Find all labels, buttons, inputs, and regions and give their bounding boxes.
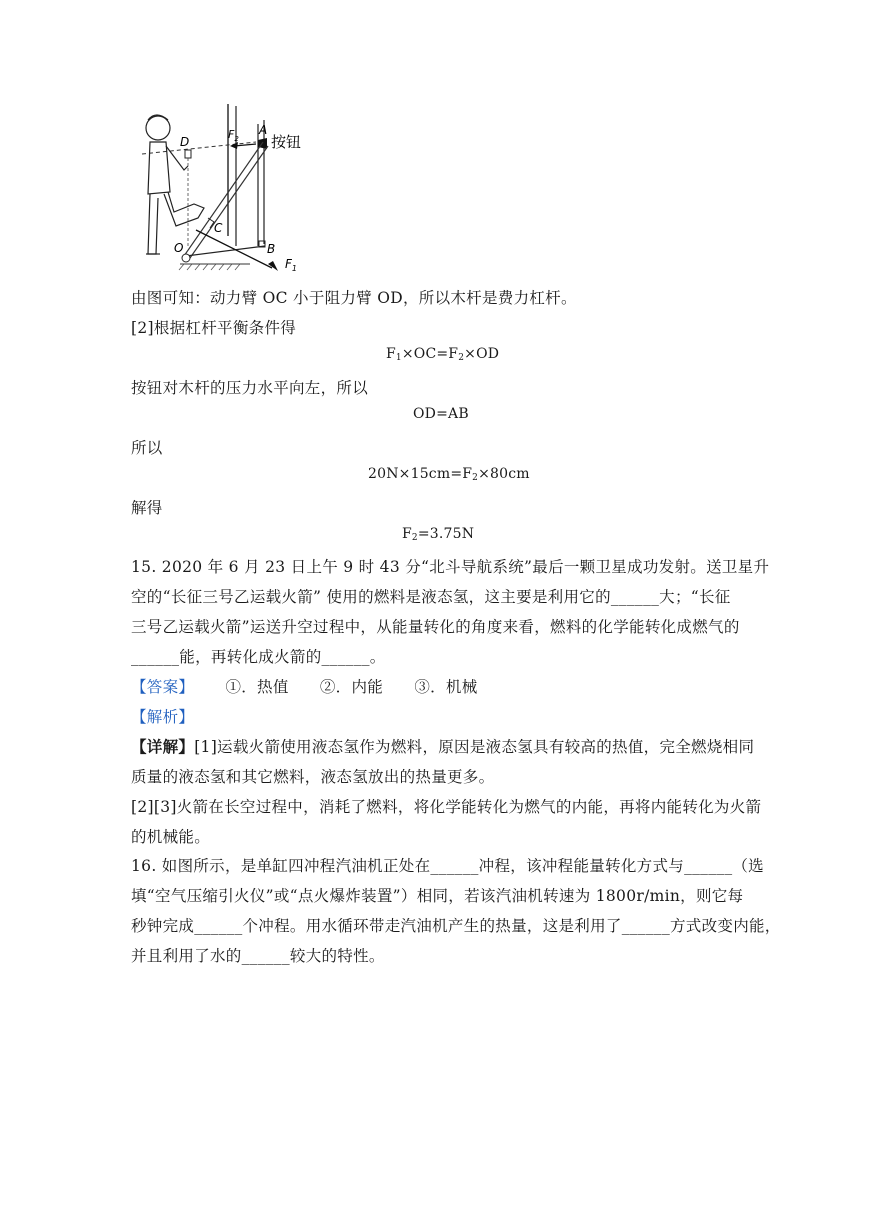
q16-line-4: 并且利用了水的______较大的特性。 [131,947,385,965]
detail-line-2: 质量的液态氢和其它燃料，液态氢放出的热量更多。 [131,768,495,786]
analysis-tag: 【解析】 [131,708,195,726]
q15-line-4: ______能，再转化成火箭的______。 [131,648,386,666]
detail-tag: 【详解】 [131,737,195,756]
solution-line-2: [2]根据杠杆平衡条件得 [131,319,297,337]
solution-line-1: 由图可知：动力臂 OC 小于阻力臂 OD，所以木杆是费力杠杆。 [131,289,577,307]
q15-line-1: 15. 2020 年 6 月 23 日上午 9 时 43 分“北斗导航系统”最后一颗卫星成功发射。送卫星升 [131,558,770,576]
answer-1: ①．热值 [225,678,289,696]
label-o: O [174,241,184,255]
solution-line-3: 按钮对木杆的压力水平向左，所以 [131,379,369,397]
label-f1: $F_1$ [285,257,297,273]
solution-line-4: 所以 [131,439,163,457]
answer-tag: 【答案】 [131,678,195,696]
q16-line-2: 填“空气压缩引火仪”或“点火爆炸装置”）相同，若该汽油机转速为 1800r/min，则它每 [131,887,744,905]
label-a: A [259,123,268,137]
formula-1: $F_1\times OC=F_2\times OD$ [386,346,500,363]
label-button: 按钮 [271,133,302,151]
label-c: C [214,221,223,235]
q15-line-3: 三号乙运载火箭”运送升空过程中，从能量转化的角度来看，燃料的化学能转化成燃气的 [131,618,740,636]
formula-4: $F_2=3.75N$ [402,526,475,543]
detail-line-1: 【详解】[1]运载火箭使用液态氢作为燃料，原因是液态氢具有较高的热值，完全燃烧相同 [131,737,755,756]
label-f2: $F_2$ [228,128,239,143]
detail-line-4: 的机械能。 [131,828,211,846]
q16-line-1: 16. 如图所示，是单缸四冲程汽油机正处在______冲程，该冲程能量转化方式与______（选 [131,857,764,875]
answer-2: ②．内能 [319,678,384,696]
q16-line-3: 秒钟完成______个冲程。用水循环带走汽油机产生的热量，这是利用了______方式改变内能， [131,917,781,935]
solution-line-5: 解得 [131,499,163,517]
label-d: D [180,135,190,149]
lever-figure [128,96,323,274]
formula-2: OD=AB [413,406,469,422]
formula-3: $20N\times 15cm=F_2\times 80cm$ [368,466,530,483]
answer-3: ③．机械 [414,678,478,696]
q15-answer-row [131,675,478,697]
label-b: B [267,242,276,256]
q15-line-2: 空的“长征三号乙运载火箭” 使用的燃料是液态氢，这主要是利用它的______大；“长征 [131,588,731,606]
detail-line-3: [2][3]火箭在长空过程中，消耗了燃料，将化学能转化为燃气的内能，再将内能转化为火箭 [131,798,762,816]
